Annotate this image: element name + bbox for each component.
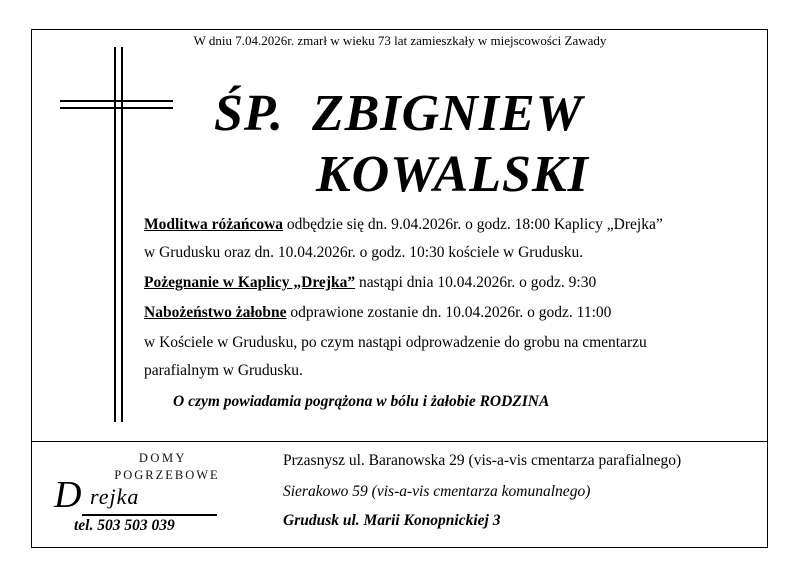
logo-underline <box>82 514 217 516</box>
section-divider <box>31 441 768 442</box>
address-grudusk: Grudusk ul. Marii Konopnickiej 3 <box>283 512 501 529</box>
rosary-label: Modlitwa różańcowa <box>144 216 284 233</box>
address-sierakowo: Sierakowo 59 (vis-a-vis cmentarza komunalnego) <box>283 483 591 500</box>
farewell-line <box>144 274 596 292</box>
mass-line1 <box>144 304 611 322</box>
mass-label: Nabożeństwo żałobne <box>144 304 287 321</box>
closing-statement: O czym powiadamia pogrążona w bólu i żałobie RODZINA <box>173 393 550 410</box>
death-notice-line <box>0 33 800 49</box>
mass-text1: odprawione zostanie dn. 10.04.2026r. o godz. 11:00 <box>286 304 612 321</box>
death-notice-text: W dniu 7.04.2026r. zmarł w wieku 73 lat zamieszkały w miejscowości Zawady <box>193 33 607 48</box>
rosary-text1: odbędzie się dn. 9.04.2026r. o godz. 18:00 Kaplicy „Drejka” <box>283 216 663 233</box>
mass-line2: w Kościele w Grudusku, po czym nastąpi odprowadzenie do grobu na cmentarzu <box>144 334 647 351</box>
logo-initial: D <box>54 474 82 516</box>
deceased-name-line1: ŚP. ZBIGNIEW <box>214 85 583 142</box>
logo-line2: POGRZEBOWE <box>114 468 220 482</box>
address-przasnysz: Przasnysz ul. Baranowska 29 (vis-a-vis cmentarza parafialnego) <box>283 452 682 469</box>
rosary-line1 <box>144 216 663 234</box>
farewell-text: nastąpi dnia 10.04.2026r. o godz. 9:30 <box>355 274 597 291</box>
rosary-line2: w Grudusku oraz dn. 10.04.2026r. o godz. 10:30 kościele w Grudusku. <box>144 244 584 261</box>
farewell-label: Pożegnanie w Kaplicy „Drejka” <box>144 274 356 291</box>
phone-number: tel. 503 503 039 <box>74 517 175 534</box>
logo-name: rejka <box>90 484 140 509</box>
deceased-name-line2: KOWALSKI <box>316 146 589 203</box>
logo-line1: DOMY <box>138 451 188 465</box>
mass-line3: parafialnym w Grudusku. <box>144 362 303 379</box>
